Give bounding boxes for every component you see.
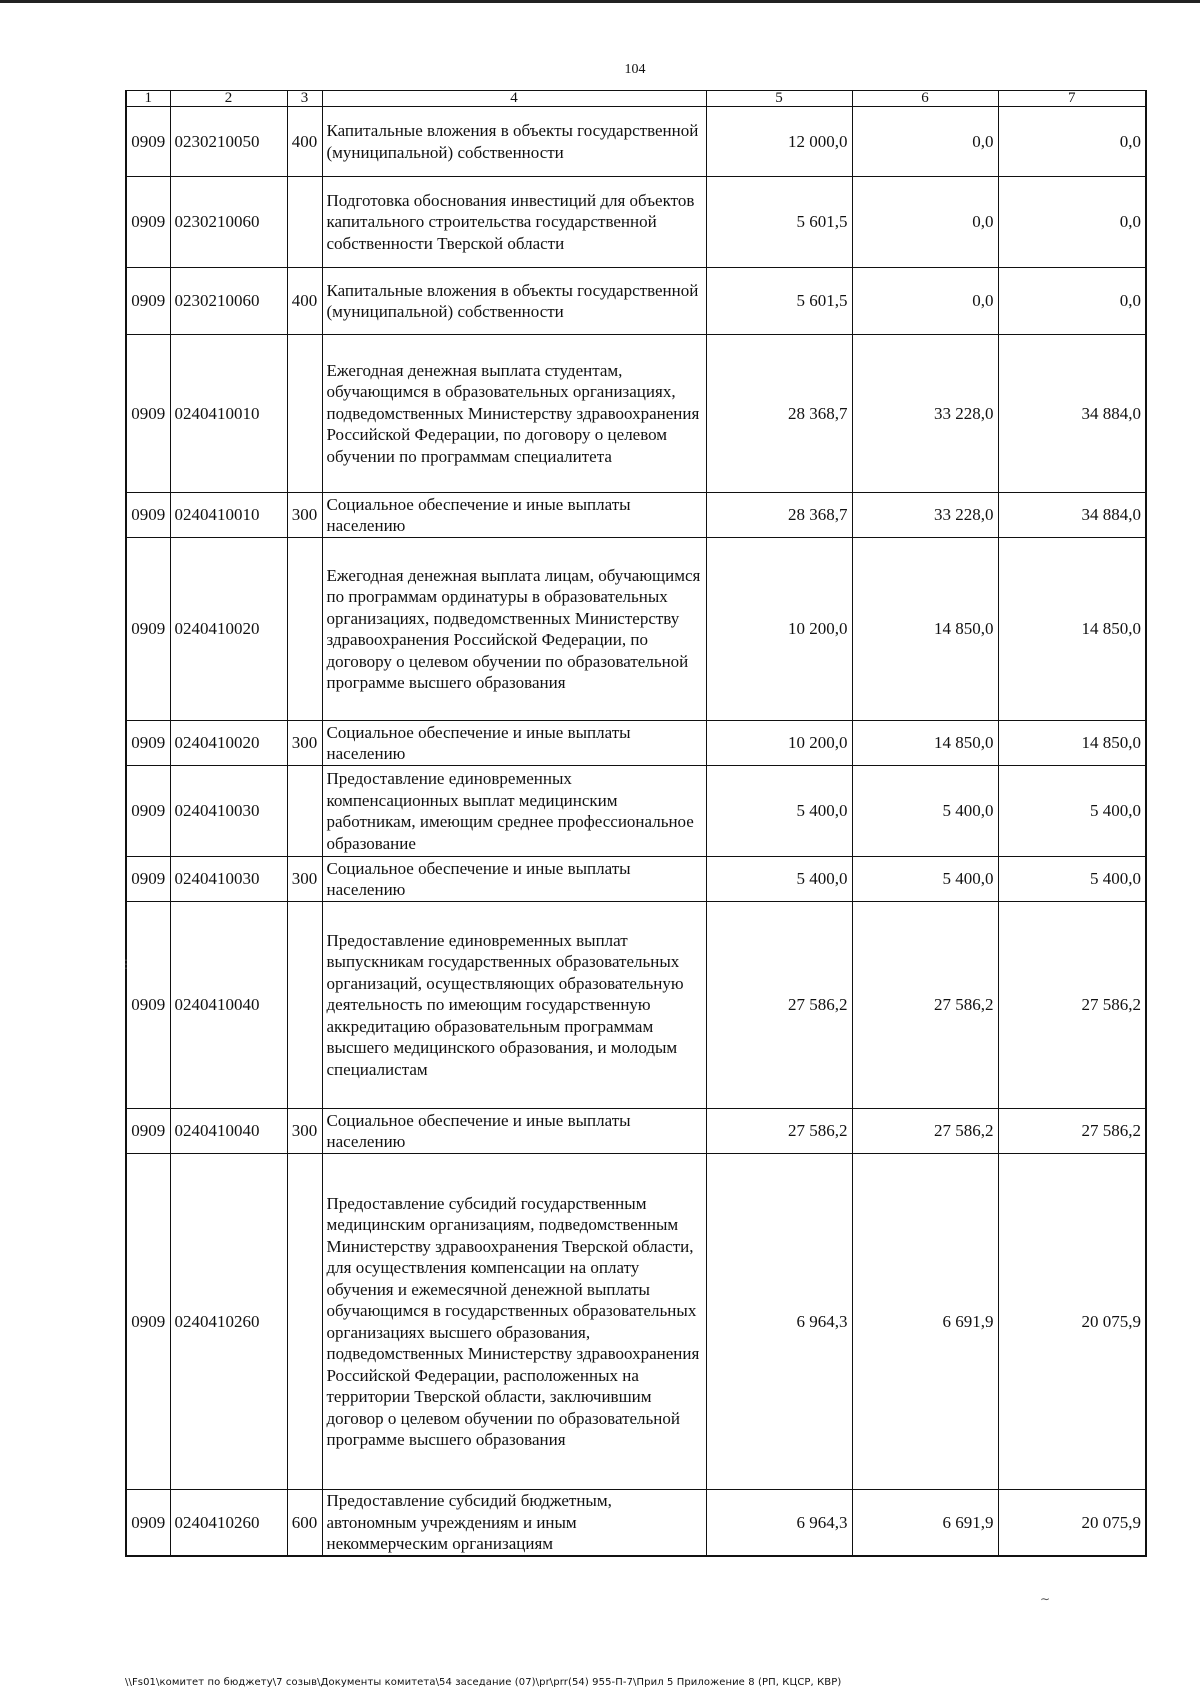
target-article-cell: 0240410260: [170, 1154, 287, 1490]
table-row: [126, 1154, 1146, 1490]
target-article-cell: 0240410260: [170, 1490, 287, 1556]
description-cell: Подготовка обоснования инвестиций для объектов капитального строительства государственной собственности Тверской области: [322, 177, 706, 268]
amount-col5-cell: 28 368,7: [706, 335, 852, 493]
table-row: [126, 538, 1146, 721]
amount-col5-cell: 6 964,3: [706, 1154, 852, 1490]
description-cell: Предоставление единовременных компенсационных выплат медицинским работникам, имеющим среднее профессиональное образование: [322, 766, 706, 857]
description-cell: Предоставление субсидий бюджетным, автономным учреждениям и иным некоммерческим организациям: [322, 1490, 706, 1556]
scan-top-border: [0, 0, 1200, 3]
expense-type-cell: 300: [287, 493, 322, 538]
description-cell: Ежегодная денежная выплата лицам, обучающимся по программам ординатуры в образовательных организациях, подведомственных Министерству здравоохранения Российской Федерации, по договору о целевом обучении по образовательной программе высшего образования: [322, 538, 706, 721]
amount-col5-cell: 6 964,3: [706, 1490, 852, 1556]
description-cell: Предоставление единовременных выплат выпускникам государственных образовательных организаций, осуществляющих образовательную деятельность по имеющим государственную аккредитацию образовательным программам высшего медицинского образования, и молодым специалистам: [322, 902, 706, 1109]
section-code-cell: 0909: [126, 268, 170, 335]
section-code-cell: 0909: [126, 721, 170, 766]
target-article-cell: 0240410040: [170, 902, 287, 1109]
expense-type-cell: [287, 177, 322, 268]
description-cell: Социальное обеспечение и иные выплаты населению: [322, 1109, 706, 1154]
column-header: 3: [287, 91, 322, 107]
description-cell: Предоставление субсидий государственным медицинским организациям, подведомственным Министерству здравоохранения Тверской области, для осуществления компенсации на оплату обучения и ежемесячной денежной выплаты обучающимся в государственных образовательных организациях высшего образования, подведомственных Министерству здравоохранения Российской Федерации, расположенных на территории Тверской области, заключившим договор о целевом обучении по образовательной программе высшего образования: [322, 1154, 706, 1490]
amount-col6-cell: 6 691,9: [852, 1154, 998, 1490]
amount-col7-cell: 20 075,9: [998, 1490, 1146, 1556]
target-article-cell: 0240410010: [170, 335, 287, 493]
target-article-cell: 0240410020: [170, 721, 287, 766]
section-code-cell: 0909: [126, 1154, 170, 1490]
expense-type-cell: 300: [287, 721, 322, 766]
amount-col7-cell: 27 586,2: [998, 1109, 1146, 1154]
column-header: 6: [852, 91, 998, 107]
amount-col5-cell: 5 601,5: [706, 268, 852, 335]
column-header: 4: [322, 91, 706, 107]
table-row: [126, 268, 1146, 335]
column-header: 1: [126, 91, 170, 107]
expense-type-cell: 300: [287, 857, 322, 902]
description-cell: Капитальные вложения в объекты государственной (муниципальной) собственности: [322, 268, 706, 335]
amount-col6-cell: 27 586,2: [852, 1109, 998, 1154]
expense-type-cell: 400: [287, 268, 322, 335]
amount-col6-cell: 5 400,0: [852, 857, 998, 902]
description-cell: Социальное обеспечение и иные выплаты населению: [322, 857, 706, 902]
amount-col7-cell: 0,0: [998, 177, 1146, 268]
expense-type-cell: [287, 766, 322, 857]
table-row: [126, 177, 1146, 268]
amount-col7-cell: 14 850,0: [998, 538, 1146, 721]
table-row: [126, 857, 1146, 902]
amount-col7-cell: 27 586,2: [998, 902, 1146, 1109]
amount-col5-cell: 5 601,5: [706, 177, 852, 268]
table-row: [126, 766, 1146, 857]
target-article-cell: 0240410020: [170, 538, 287, 721]
table-row: [126, 335, 1146, 493]
amount-col6-cell: 33 228,0: [852, 493, 998, 538]
amount-col7-cell: 5 400,0: [998, 857, 1146, 902]
column-header: 2: [170, 91, 287, 107]
amount-col6-cell: 6 691,9: [852, 1490, 998, 1556]
scan-artifact: ∼: [1040, 1592, 1051, 1606]
expense-type-cell: 400: [287, 107, 322, 177]
amount-col5-cell: 5 400,0: [706, 766, 852, 857]
table-row: [126, 493, 1146, 538]
page-number: 104: [624, 62, 646, 77]
target-article-cell: 0230210060: [170, 268, 287, 335]
description-cell: Социальное обеспечение и иные выплаты населению: [322, 493, 706, 538]
table-row: [126, 902, 1146, 1109]
amount-col6-cell: 33 228,0: [852, 335, 998, 493]
target-article-cell: 0230210050: [170, 107, 287, 177]
table-row: [126, 1490, 1146, 1556]
amount-col7-cell: 14 850,0: [998, 721, 1146, 766]
amount-col5-cell: 12 000,0: [706, 107, 852, 177]
section-code-cell: 0909: [126, 857, 170, 902]
target-article-cell: 0240410040: [170, 1109, 287, 1154]
amount-col5-cell: 27 586,2: [706, 902, 852, 1109]
amount-col5-cell: 5 400,0: [706, 857, 852, 902]
table-row: [126, 721, 1146, 766]
amount-col7-cell: 0,0: [998, 268, 1146, 335]
budget-table: [125, 90, 1147, 1557]
amount-col6-cell: 5 400,0: [852, 766, 998, 857]
amount-col5-cell: 27 586,2: [706, 1109, 852, 1154]
section-code-cell: 0909: [126, 1490, 170, 1556]
scan-artifact: ⋮: [120, 957, 132, 971]
amount-col6-cell: 14 850,0: [852, 538, 998, 721]
section-code-cell: 0909: [126, 177, 170, 268]
amount-col7-cell: 34 884,0: [998, 493, 1146, 538]
amount-col5-cell: 10 200,0: [706, 721, 852, 766]
expense-type-cell: [287, 902, 322, 1109]
amount-col7-cell: 34 884,0: [998, 335, 1146, 493]
amount-col6-cell: 0,0: [852, 268, 998, 335]
amount-col6-cell: 0,0: [852, 177, 998, 268]
table-body: [126, 107, 1146, 1556]
section-code-cell: 0909: [126, 538, 170, 721]
section-code-cell: 0909: [126, 766, 170, 857]
amount-col5-cell: 10 200,0: [706, 538, 852, 721]
file-path-footer: \\Fs01\комитет по бюджету\7 созыв\Документы комитета\54 заседание (07)\pr\prr(54) 955-П-7\Прил 5 Приложение 8 (РП, КЦСР, КВР): [125, 1677, 842, 1688]
target-article-cell: 0240410030: [170, 766, 287, 857]
column-header: 7: [998, 91, 1146, 107]
column-number-row: [126, 91, 1146, 107]
section-code-cell: 0909: [126, 902, 170, 1109]
amount-col6-cell: 27 586,2: [852, 902, 998, 1109]
expense-type-cell: [287, 538, 322, 721]
target-article-cell: 0240410010: [170, 493, 287, 538]
amount-col7-cell: 20 075,9: [998, 1154, 1146, 1490]
amount-col6-cell: 0,0: [852, 107, 998, 177]
description-cell: Ежегодная денежная выплата студентам, обучающимся в образовательных организациях, подведомственных Министерству здравоохранения Российской Федерации, по договору о целевом обучении по программам специалитета: [322, 335, 706, 493]
amount-col7-cell: 0,0: [998, 107, 1146, 177]
amount-col5-cell: 28 368,7: [706, 493, 852, 538]
target-article-cell: 0230210060: [170, 177, 287, 268]
section-code-cell: 0909: [126, 1109, 170, 1154]
column-header: 5: [706, 91, 852, 107]
table-row: [126, 1109, 1146, 1154]
description-cell: Капитальные вложения в объекты государственной (муниципальной) собственности: [322, 107, 706, 177]
section-code-cell: 0909: [126, 493, 170, 538]
expense-type-cell: 300: [287, 1109, 322, 1154]
section-code-cell: 0909: [126, 107, 170, 177]
expense-type-cell: [287, 1154, 322, 1490]
expense-type-cell: [287, 335, 322, 493]
target-article-cell: 0240410030: [170, 857, 287, 902]
expense-type-cell: 600: [287, 1490, 322, 1556]
description-cell: Социальное обеспечение и иные выплаты населению: [322, 721, 706, 766]
amount-col6-cell: 14 850,0: [852, 721, 998, 766]
table-row: [126, 107, 1146, 177]
section-code-cell: 0909: [126, 335, 170, 493]
amount-col7-cell: 5 400,0: [998, 766, 1146, 857]
